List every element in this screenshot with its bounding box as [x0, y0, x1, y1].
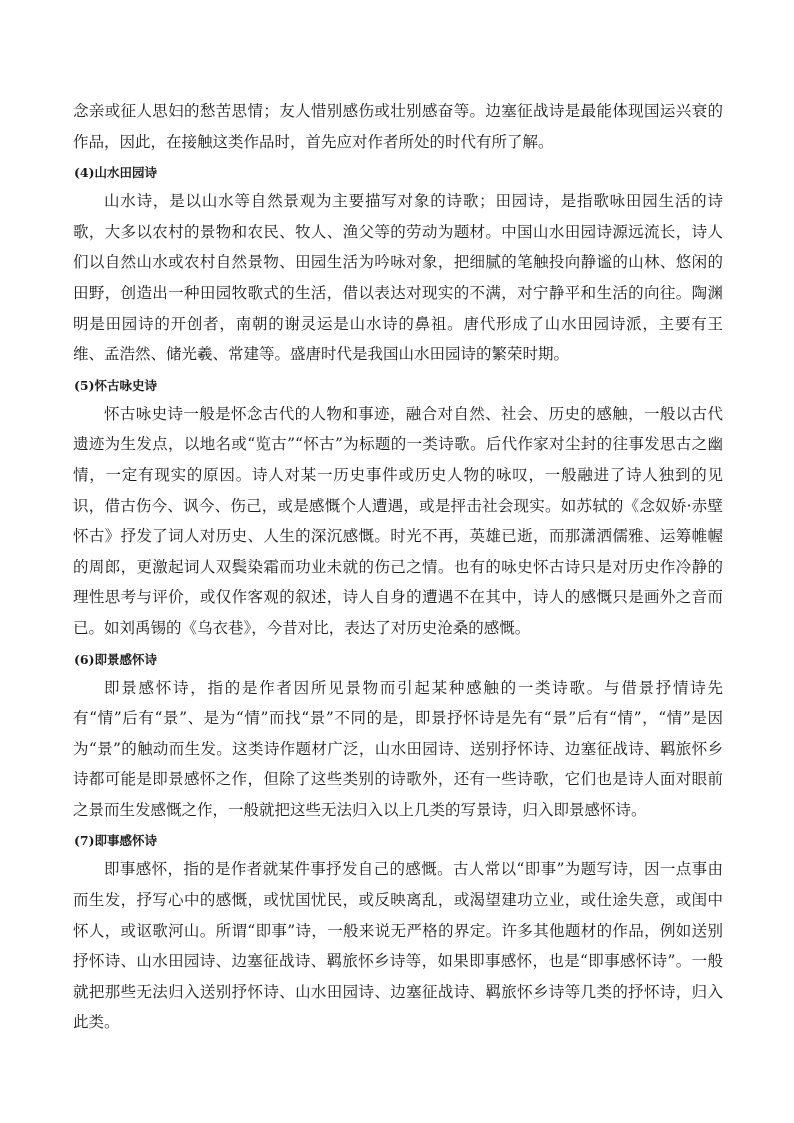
intro-paragraph: 念亲或征人思妇的愁苦思情；友人惜别感伤或壮别感奋等。边塞征战诗是最能体现国运兴衰的作品，因此，在接触这类作品时，首先应对作者所处的时代有所了解。 [73, 102, 723, 151]
section-heading: (6)即景感怀诗 [74, 651, 158, 667]
section-scene-inspired-poetry [73, 648, 723, 826]
section-body: 即事感怀，指的是作者就某件事抒发自己的感慨。古人常以“即事”为题写诗，因一点事由而生发，抒写心中的感慨，或忧国忧民，或反映离乱，或渴望建功立业，或仕途失意，或闺中怀人，或讴歌河山。所谓“即事”诗，一般来说无严格的界定。许多其他题材的作品，例如送别抒怀诗、山水田园诗、边塞征战诗、羁旅怀乡诗等，如果即事感怀，也是“即事感怀诗”。一般就把那些无法归入送别抒怀诗、山水田园诗、边塞征战诗、羁旅怀乡诗等几类的抒怀诗，归入此类。 [73, 860, 723, 1032]
section-body: 怀古咏史诗一般是怀念古代的人物和事迹，融合对自然、社会、历史的感触，一般以古代遗迹为生发点，以地名或“览古”“怀古”为标题的一类诗歌。后代作家对尘封的往事发思古之幽情，一定有现实的原因。诗人对某一历史事件或历史人物的咏叹，一般融进了诗人独到的见识，借古伤今、讽今、伤己，或是感慨个人遭遇，或是抨击社会现实。如苏轼的《念奴娇·赤壁怀古》抒发了词人对历史、人生的深沉感慨。时光不再，英雄已逝，而那潇洒儒雅、运筹帷幄的周郎，更激起词人双鬓染霜而功业未就的伤己之情。也有的咏史怀古诗只是对历史作冷静的理性思考与评价，或仅作客观的叙述，诗人自身的遭遇不在其中，诗人的感慨只是画外之音而已。如刘禹锡的《乌衣巷》，今昔对比，表达了对历史沧桑的感慨。 [73, 404, 723, 637]
section-heading: (4)山水田园诗 [74, 165, 158, 181]
section-history-nostalgia-poetry [73, 374, 723, 644]
section-landscape-pastoral-poetry [73, 161, 723, 370]
section-body: 山水诗，是以山水等自然景观为主要描写对象的诗歌；田园诗，是指歌咏田园生活的诗歌，大多以农村的景物和农民、牧人、渔父等的劳动为题材。中国山水田园诗源远流长，诗人们以自然山水或农村自然景物、田园生活为吟咏对象，把细腻的笔触投向静谧的山林、悠闲的田野，创造出一种田园牧歌式的生活，借以表达对现实的不满，对宁静平和生活的向往。陶渊明是田园诗的开创者，南朝的谢灵运是山水诗的鼻祖。唐代形成了山水田园诗派，主要有王维、孟浩然、储光羲、常建等。盛唐时代是我国山水田园诗的繁荣时期。 [73, 192, 723, 364]
section-heading: (7)即事感怀诗 [74, 833, 158, 849]
document-page [73, 96, 723, 1038]
section-body: 即景感怀诗，指的是作者因所见景物而引起某种感触的一类诗歌。与借景抒情诗先有“情”后有“景”、是为“情”而找“景”不同的是，即景抒怀诗是先有“景”后有“情”，“情”是因为“景”的触动而生发。这类诗作题材广泛，山水田园诗、送别抒怀诗、边塞征战诗、羁旅怀乡诗都可能是即景感怀之作，但除了这些类别的诗歌外，还有一些诗歌，它们也是诗人面对眼前之景而生发感慨之作，一般就把这些无法归入以上几类的写景诗，归入即景感怀诗。 [73, 678, 723, 819]
section-heading: (5)怀古咏史诗 [74, 377, 158, 393]
section-event-inspired-poetry [73, 829, 723, 1038]
